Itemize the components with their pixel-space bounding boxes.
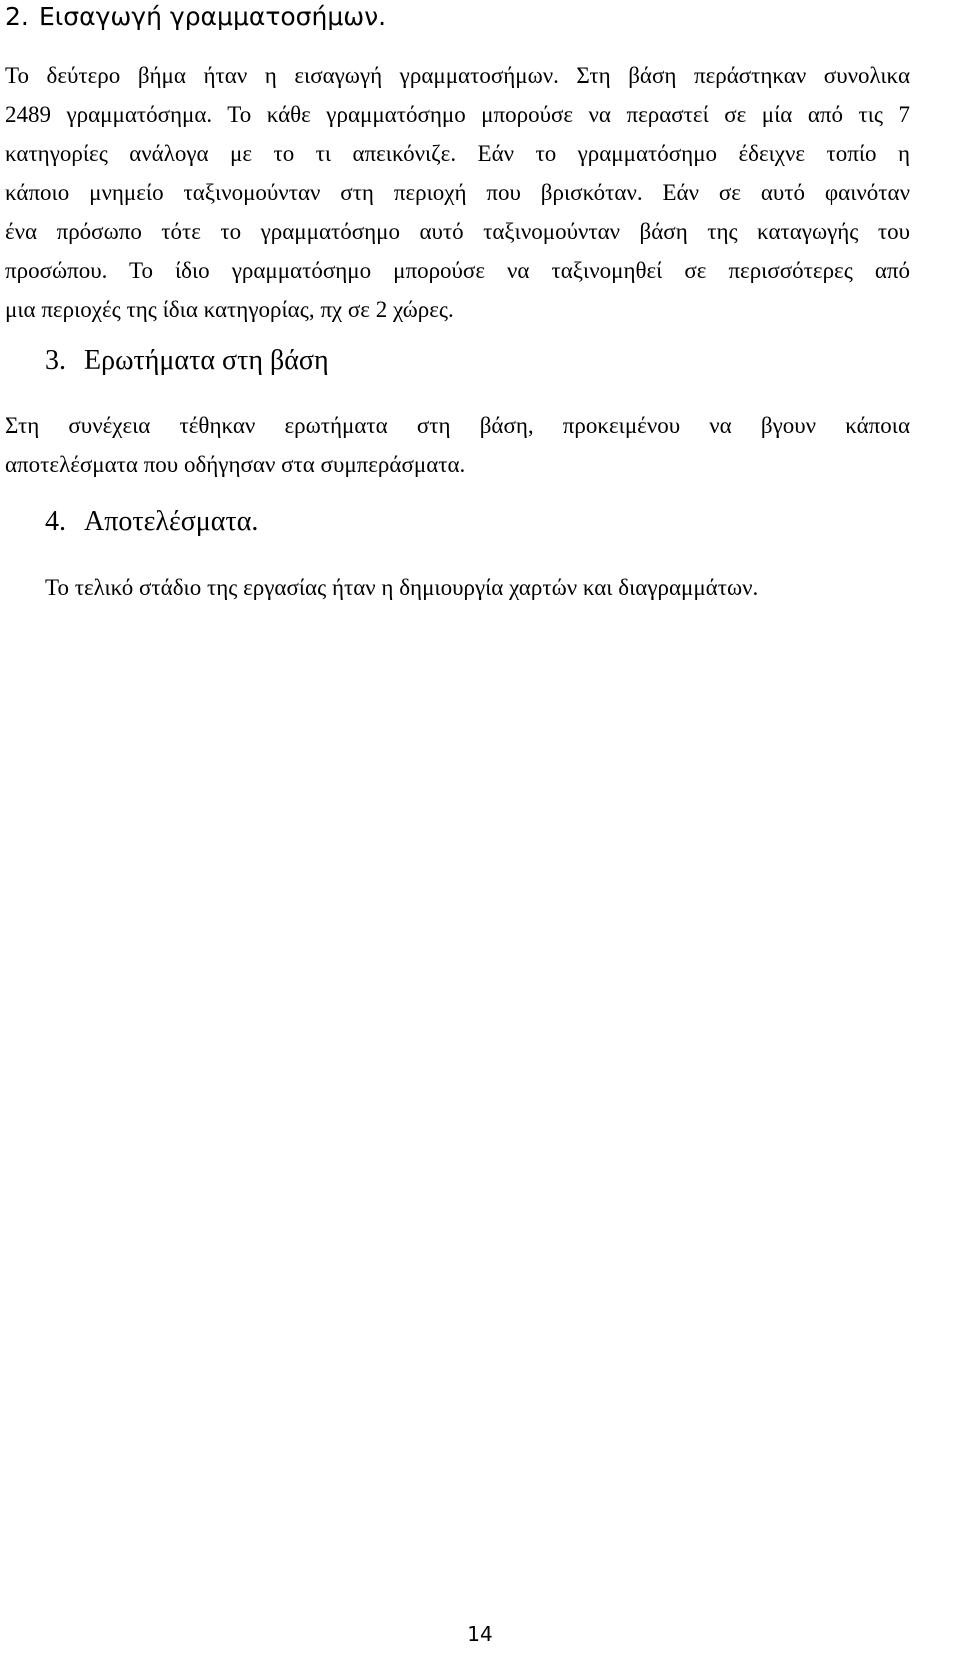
section-2-paragraph (5, 56, 910, 329)
section-2-title: Εισαγωγή γραμματοσήμων. (39, 2, 387, 31)
paragraph-line: αποτελέσματα που οδήγησαν στα συμπεράσματα. (5, 452, 466, 477)
page-number: 14 (467, 1622, 493, 1646)
section-4-number: 4. (45, 506, 66, 537)
paragraph-line: μια περιοχές της ίδια κατηγορίας, πχ σε 2 χώρες. (5, 297, 454, 322)
paragraph-line: κάποιο μνημείο ταξινομούνταν στη περιοχή που βρισκόταν. Εάν σε αυτό φαινόταν (5, 180, 910, 205)
paragraph-line: ένα πρόσωπο τότε το γραμματόσημο αυτό ταξινομούνταν βάση της καταγωγής του (5, 219, 910, 244)
paragraph-line: Το δεύτερο βήμα ήταν η εισαγωγή γραμματοσήμων. Στη βάση περάστηκαν συνολικα (5, 63, 910, 88)
section-4-title: Αποτελέσματα. (84, 506, 259, 537)
section-4-paragraph: Το τελικό στάδιο της εργασίας ήταν η δημιουργία χαρτών και διαγραμμάτων. (45, 575, 759, 600)
paragraph-line: Στη συνέχεια τέθηκαν ερωτήματα στη βάση, προκειμένου να βγουν κάποια (5, 413, 910, 438)
paragraph-line: προσώπου. Το ίδιο γραμματόσημο μπορούσε να ταξινομηθεί σε περισσότερες από (5, 258, 910, 283)
paragraph-line: 2489 γραμματόσημα. Το κάθε γραμματόσημο μπορούσε να περαστεί σε μία από τις 7 (5, 102, 910, 127)
paragraph-line: κατηγορίες ανάλογα με το τι απεικόνιζε. Εάν το γραμματόσημο έδειχνε τοπίο η (5, 141, 910, 166)
section-2-number: 2. (5, 2, 29, 31)
section-3-heading (45, 344, 329, 378)
section-3-number: 3. (45, 345, 66, 376)
section-3-paragraph (5, 406, 910, 484)
section-4-heading (45, 505, 258, 539)
section-3-title: Ερωτήματα στη βάση (84, 345, 329, 376)
section-2-heading (5, 0, 386, 34)
